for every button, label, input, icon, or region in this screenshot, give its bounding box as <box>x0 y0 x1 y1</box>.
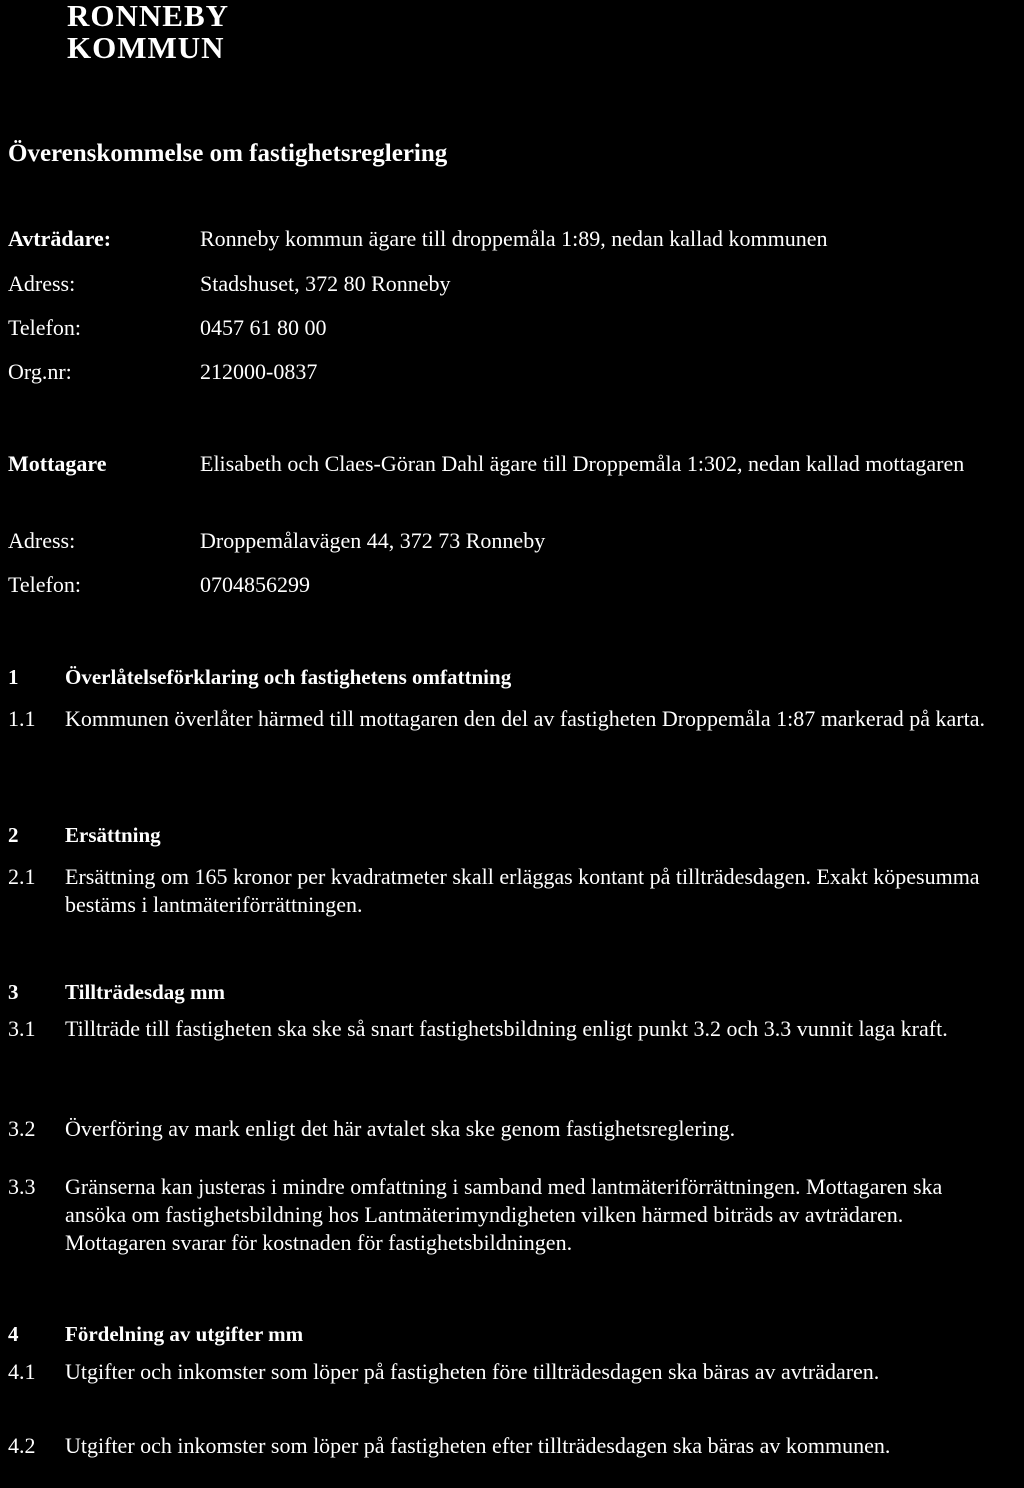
mottagare-label: Mottagare <box>8 451 107 476</box>
section-number: 3 <box>8 980 19 1004</box>
avtradare-orgnr-label: Org.nr: <box>8 359 72 384</box>
clause-number: 2.1 <box>8 864 36 889</box>
avtradare-label: Avträdare: <box>8 226 112 251</box>
section-title: Tillträdesdag mm <box>65 980 226 1004</box>
mottagare-adress-label: Adress: <box>8 528 76 553</box>
avtradare-value: Ronneby kommun ägare till droppemåla 1:89, nedan kallad kommunen <box>200 226 828 251</box>
clause-text: Kommunen överlåter härmed till mottagaren den del av fastigheten Droppemåla 1:87 markerad på karta. <box>65 706 985 731</box>
section-number: 1 <box>8 665 19 689</box>
logo-line-1: RONNEBY <box>67 0 230 33</box>
municipality-logo <box>67 0 229 64</box>
mottagare-telefon-label: Telefon: <box>8 572 81 597</box>
clause-text: Ersättning om 165 kronor per kvadratmeter skall erläggas kontant på tillträdesdagen. Exakt köpesumma bestäms i lantmäteriförrättningen. <box>65 864 980 917</box>
section-number: 2 <box>8 823 19 847</box>
avtradare-orgnr-value: 212000-0837 <box>200 359 318 384</box>
logo-line-2: KOMMUN <box>67 30 225 65</box>
clause-number: 4.1 <box>8 1359 36 1384</box>
clause-number: 3.2 <box>8 1116 36 1141</box>
clause-text: Gränserna kan justeras i mindre omfattning i samband med lantmäteriförrättningen. Mottagaren ska ansöka om fastighetsbildning hos Lantmäterimyndigheten vilken härmed biträds av avträdaren. Mottagaren svarar för kostnaden för fastighetsbildningen. <box>65 1174 943 1255</box>
clause-number: 1.1 <box>8 706 36 731</box>
clause-number: 3.3 <box>8 1174 36 1199</box>
mottagare-telefon-value: 0704856299 <box>200 572 310 597</box>
mottagare-adress-value: Droppemålavägen 44, 372 73 Ronneby <box>200 528 546 553</box>
clause-text: Utgifter och inkomster som löper på fastigheten före tillträdesdagen ska bäras av avträdaren. <box>65 1359 880 1384</box>
section-title: Ersättning <box>65 823 161 847</box>
document-title: Överenskommelse om fastighetsreglering <box>8 140 448 167</box>
mottagare-value: Elisabeth och Claes-Göran Dahl ägare till Droppemåla 1:302, nedan kallad mottagaren <box>200 451 965 476</box>
clause-text: Utgifter och inkomster som löper på fastigheten efter tillträdesdagen ska bäras av kommunen. <box>65 1433 891 1458</box>
clause-text: Överföring av mark enligt det här avtalet ska ske genom fastighetsreglering. <box>65 1116 736 1141</box>
section-number: 4 <box>8 1322 19 1346</box>
avtradare-telefon-value: 0457 61 80 00 <box>200 315 327 340</box>
clause-number: 4.2 <box>8 1433 36 1458</box>
clause-text: Tillträde till fastigheten ska ske så snart fastighetsbildning enligt punkt 3.2 och 3.3 vunnit laga kraft. <box>65 1016 948 1041</box>
section-title: Fördelning av utgifter mm <box>65 1322 304 1346</box>
avtradare-adress-label: Adress: <box>8 271 76 296</box>
avtradare-adress-value: Stadshuset, 372 80 Ronneby <box>200 271 451 296</box>
section-title: Överlåtelseförklaring och fastighetens omfattning <box>65 665 512 689</box>
clause-number: 3.1 <box>8 1016 36 1041</box>
avtradare-telefon-label: Telefon: <box>8 315 81 340</box>
